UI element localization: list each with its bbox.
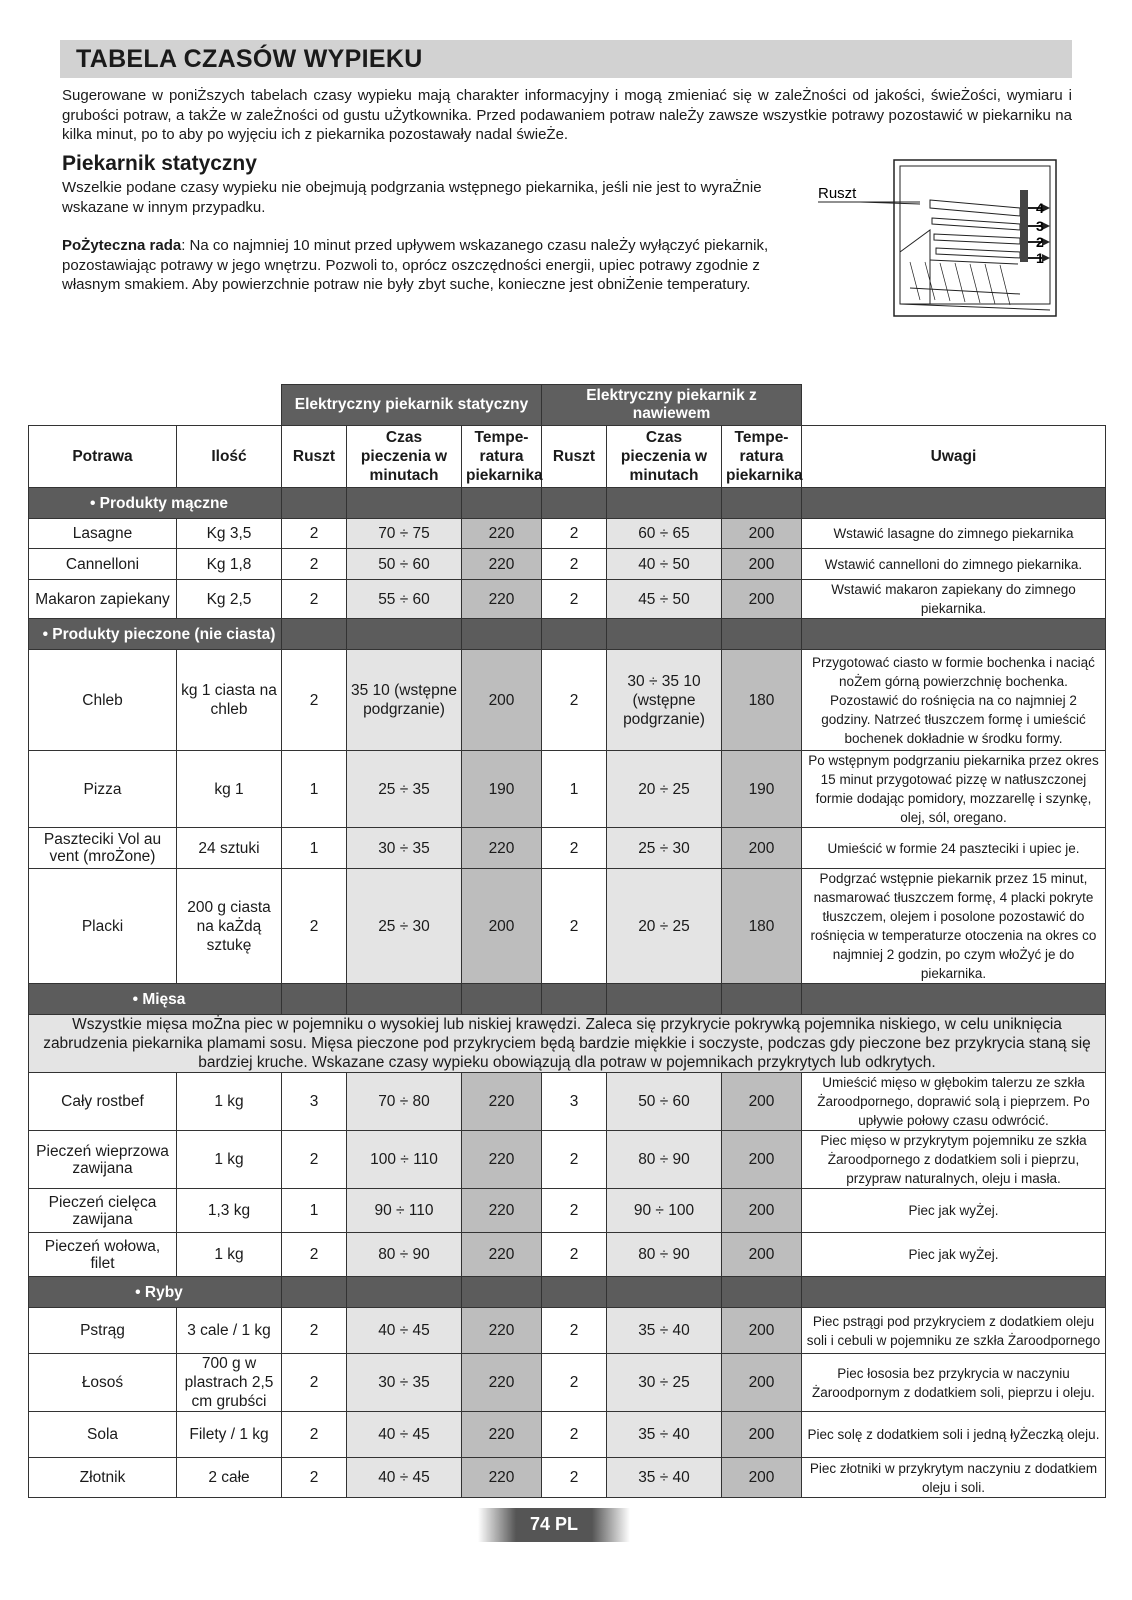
cell-time-static: 70 ÷ 75 — [347, 519, 462, 549]
table-row — [29, 869, 1106, 984]
cell-qty: Kg 1,8 — [177, 549, 282, 580]
shelf-level-2: 2 — [1036, 234, 1044, 250]
diagram-label: Ruszt — [818, 185, 857, 202]
cell-time-static: 55 ÷ 60 — [347, 580, 462, 619]
cell-shelf-fan: 2 — [542, 650, 607, 751]
cell-temp-static: 220 — [462, 1131, 542, 1189]
section-filler — [802, 488, 1106, 519]
cell-qty: 2 całe — [177, 1458, 282, 1498]
cell-notes: Piec łososia bez przykrycia w naczyniu Żaroodpornym z dodatkiem soli, pieprzu i oleju. — [802, 1354, 1106, 1412]
cell-shelf-static: 2 — [282, 1458, 347, 1498]
cell-dish: Lasagne — [29, 519, 177, 549]
section-filler — [802, 1277, 1106, 1308]
cell-dish: Pstrąg — [29, 1308, 177, 1354]
cell-shelf-fan: 2 — [542, 1233, 607, 1277]
section-header-row — [29, 1277, 1106, 1308]
cell-temp-static: 220 — [462, 1233, 542, 1277]
cell-temp-static: 220 — [462, 1412, 542, 1458]
cell-shelf-fan: 2 — [542, 1131, 607, 1189]
cell-shelf-fan: 2 — [542, 1308, 607, 1354]
cell-shelf-fan: 2 — [542, 1412, 607, 1458]
header-shelf-static: Ruszt — [282, 426, 347, 488]
cell-time-static: 40 ÷ 45 — [347, 1308, 462, 1354]
cell-shelf-fan: 2 — [542, 869, 607, 984]
cell-shelf-static: 2 — [282, 869, 347, 984]
cell-time-fan: 35 ÷ 40 — [607, 1308, 722, 1354]
cell-temp-static: 200 — [462, 869, 542, 984]
cell-temp-static: 220 — [462, 1458, 542, 1498]
cell-temp-static: 220 — [462, 580, 542, 619]
table-body — [29, 385, 1106, 1498]
cell-time-static: 35 10 (wstępne podgrzanie) — [347, 650, 462, 751]
table-row — [29, 1458, 1106, 1498]
section-filler — [462, 1277, 542, 1308]
section-header-row — [29, 984, 1106, 1015]
cell-time-static: 40 ÷ 45 — [347, 1458, 462, 1498]
cell-notes: Piec mięso w przykrytym pojemniku ze szkła Żaroodpornego z dodatkiem soli i pieprzu, przypraw naturalnych, oleju i masła. — [802, 1131, 1106, 1189]
cell-shelf-static: 3 — [282, 1073, 347, 1131]
section-filler — [542, 984, 607, 1015]
cell-notes: Po wstępnym podgrzaniu piekarnika przez okres 15 minut przygotować pizzę w natłuszczonej formie dodając pomidory, mozzarellę i szynkę, olej, sól, oregano. — [802, 751, 1106, 828]
section-filler — [347, 1277, 462, 1308]
cell-shelf-static: 2 — [282, 1131, 347, 1189]
cell-time-static: 100 ÷ 110 — [347, 1131, 462, 1189]
section-filler — [347, 984, 462, 1015]
cell-notes: Piec pstrągi pod przykryciem z dodatkiem oleju soli i cebuli w pojemniku ze szkła Żaroodpornego — [802, 1308, 1106, 1354]
table-row — [29, 1189, 1106, 1233]
table-row — [29, 828, 1106, 869]
cell-temp-fan: 200 — [722, 1233, 802, 1277]
section-filler — [722, 619, 802, 650]
cell-dish: Makaron zapiekany — [29, 580, 177, 619]
cell-notes: Umieścić w formie 24 paszteciki i upiec je. — [802, 828, 1106, 869]
cell-dish: Paszteciki Vol au vent (mroŻone) — [29, 828, 177, 869]
page-number-badge — [478, 1508, 630, 1542]
section-filler — [347, 488, 462, 519]
cell-notes: Wstawić lasagne do zimnego piekarnika — [802, 519, 1106, 549]
cell-temp-fan: 200 — [722, 828, 802, 869]
cell-time-fan: 20 ÷ 25 — [607, 751, 722, 828]
tip-paragraph — [62, 236, 778, 295]
table-row — [29, 1308, 1106, 1354]
cell-time-fan: 50 ÷ 60 — [607, 1073, 722, 1131]
cell-temp-static: 220 — [462, 1189, 542, 1233]
cell-temp-static: 190 — [462, 751, 542, 828]
cell-qty: 1,3 kg — [177, 1189, 282, 1233]
title-bar — [60, 40, 1072, 78]
cell-temp-static: 220 — [462, 519, 542, 549]
cell-qty: kg 1 — [177, 751, 282, 828]
cell-notes: Piec jak wyŻej. — [802, 1189, 1106, 1233]
tip-label: PoŻyteczna rada — [62, 237, 182, 254]
cell-dish: Złotnik — [29, 1458, 177, 1498]
header-notes: Uwagi — [802, 426, 1106, 488]
cell-temp-static: 220 — [462, 1354, 542, 1412]
section-filler — [542, 488, 607, 519]
cell-temp-fan: 200 — [722, 1189, 802, 1233]
section-filler — [282, 984, 347, 1015]
section-filler — [802, 619, 1106, 650]
cell-notes: Piec jak wyŻej. — [802, 1233, 1106, 1277]
cell-notes: Umieścić mięso w głębokim talerzu ze szkła Żaroodpornego, doprawić solą i pieprzem. Po upływie połowy czasu odwrócić. — [802, 1073, 1106, 1131]
section-filler — [542, 1277, 607, 1308]
section-filler — [607, 488, 722, 519]
header-temp-static: Tempe- ratura piekarnika — [462, 426, 542, 488]
cell-shelf-static: 1 — [282, 1189, 347, 1233]
cell-temp-fan: 190 — [722, 751, 802, 828]
cell-time-static: 40 ÷ 45 — [347, 1412, 462, 1458]
section-filler — [282, 488, 347, 519]
cell-time-fan: 20 ÷ 25 — [607, 869, 722, 984]
cell-dish: Chleb — [29, 650, 177, 751]
section-title: • Mięsa — [29, 984, 282, 1015]
cell-time-fan: 35 ÷ 40 — [607, 1458, 722, 1498]
cell-notes: Wstawić cannelloni do zimnego piekarnika. — [802, 549, 1106, 580]
cell-notes: Wstawić makaron zapiekany do zimnego piekarnika. — [802, 580, 1106, 619]
cell-time-static: 30 ÷ 35 — [347, 828, 462, 869]
cell-temp-static: 220 — [462, 1073, 542, 1131]
column-header-row — [29, 426, 1106, 488]
group-header-row — [29, 385, 1106, 426]
tip-text: : Na co najmniej 10 minut przed upływem wskazanego czasu naleŻy wyłączyć piekarnik, pozostawiając potrawy w jego wnętrzu. Pozwoli to, oprócz oszczędności energii, upiec potrawy zgodnie z własnym smakiem. Aby powierzchnie potraw nie były zbyt suche, konieczne jest obniŻenie temperatury. — [62, 237, 769, 293]
cell-dish: Pieczeń wieprzowa zawijana — [29, 1131, 177, 1189]
cell-dish: Cannelloni — [29, 549, 177, 580]
table-row — [29, 751, 1106, 828]
header-time-fan: Czas pieczenia w minutach — [607, 426, 722, 488]
cell-time-static: 70 ÷ 80 — [347, 1073, 462, 1131]
section-filler — [282, 1277, 347, 1308]
table-row — [29, 549, 1106, 580]
cell-time-fan: 90 ÷ 100 — [607, 1189, 722, 1233]
cell-shelf-static: 2 — [282, 549, 347, 580]
cell-qty: Filety / 1 kg — [177, 1412, 282, 1458]
header-temp-fan: Tempe- ratura piekarnika — [722, 426, 802, 488]
cell-qty: Kg 2,5 — [177, 580, 282, 619]
cell-temp-fan: 200 — [722, 1308, 802, 1354]
shelf-level-1: 1 — [1036, 250, 1044, 266]
page-title: TABELA CZASÓW WYPIEKU — [76, 45, 423, 73]
cell-qty: 700 g w plastrach 2,5 cm grubści — [177, 1354, 282, 1412]
cell-time-static: 30 ÷ 35 — [347, 1354, 462, 1412]
cell-notes: Piec solę z dodatkiem soli i jedną łyŻeczką oleju. — [802, 1412, 1106, 1458]
section-filler — [722, 488, 802, 519]
cell-temp-fan: 180 — [722, 869, 802, 984]
cell-qty: 1 kg — [177, 1131, 282, 1189]
cell-shelf-fan: 2 — [542, 549, 607, 580]
cell-dish: Placki — [29, 869, 177, 984]
table-row — [29, 650, 1106, 751]
section-filler — [607, 619, 722, 650]
section-filler — [347, 619, 462, 650]
table-row — [29, 1412, 1106, 1458]
cell-shelf-fan: 2 — [542, 1354, 607, 1412]
header-dish: Potrawa — [29, 426, 177, 488]
cell-shelf-static: 2 — [282, 1412, 347, 1458]
cell-time-fan: 80 ÷ 90 — [607, 1131, 722, 1189]
section-title: • Produkty mączne — [29, 488, 282, 519]
cell-shelf-fan: 2 — [542, 828, 607, 869]
cell-qty: 3 cale / 1 kg — [177, 1308, 282, 1354]
cell-shelf-static: 2 — [282, 650, 347, 751]
cell-temp-fan: 200 — [722, 1354, 802, 1412]
section-note: Wszystkie mięsa moŻna piec w pojemniku o wysokiej lub niskiej krawędzi. Zaleca się przykrycie pokrywką pojemnika niskiego, w celu uniknięcia zabrudzenia piekarnika plamami sosu. Mięsa pieczone pod przykryciem będą bardzie miękkie i soczyste, podczas gdy pieczone bez przykrycia staną się bardziej kruche. Wskazane czasy wypieku obowiązują dla potraw w pojemnikach przykrytych lub odkrytych. — [29, 1015, 1106, 1073]
cell-time-fan: 60 ÷ 65 — [607, 519, 722, 549]
cell-temp-static: 220 — [462, 1308, 542, 1354]
section-filler — [802, 984, 1106, 1015]
cell-notes: Podgrzać wstępnie piekarnik przez 15 minut, nasmarować tłuszczem formę, 4 placki pokryte tłuszczem, olejem i posolone pozostawić do rośnięcia w temperaturze otoczenia na okres co najmniej 2 godzin, po czym włoŻyć je do piekarnika. — [802, 869, 1106, 984]
cell-time-static: 25 ÷ 35 — [347, 751, 462, 828]
cell-shelf-fan: 2 — [542, 1189, 607, 1233]
table-row — [29, 519, 1106, 549]
cell-temp-fan: 200 — [722, 1131, 802, 1189]
section-filler — [462, 984, 542, 1015]
cell-shelf-fan: 3 — [542, 1073, 607, 1131]
static-oven-heading: Piekarnik statyczny — [62, 152, 257, 175]
cell-notes: Przygotować ciasto w formie bochenka i naciąć noŻem górną powierzchnię bochenka. Pozostawić do rośnięcia na co najmniej 2 godziny. Natrzeć tłuszczem formę i umieścić bochenek dokładnie w środku formy. — [802, 650, 1106, 751]
cell-shelf-static: 2 — [282, 1354, 347, 1412]
cell-shelf-static: 2 — [282, 580, 347, 619]
cell-shelf-static: 2 — [282, 519, 347, 549]
cell-qty: 24 sztuki — [177, 828, 282, 869]
oven-shelf-diagram — [818, 160, 1080, 328]
cell-shelf-static: 2 — [282, 1308, 347, 1354]
header-qty: Ilość — [177, 426, 282, 488]
cell-shelf-fan: 2 — [542, 580, 607, 619]
cell-qty: kg 1 ciasta na chleb — [177, 650, 282, 751]
baking-times-table — [28, 384, 1106, 1498]
cell-shelf-fan: 2 — [542, 1458, 607, 1498]
section-note-row — [29, 1015, 1106, 1073]
section-filler — [462, 488, 542, 519]
cell-time-static: 90 ÷ 110 — [347, 1189, 462, 1233]
cell-dish: Sola — [29, 1412, 177, 1458]
cell-dish: Łosoś — [29, 1354, 177, 1412]
section-header-row — [29, 619, 1106, 650]
cell-shelf-static: 2 — [282, 1233, 347, 1277]
cell-temp-fan: 200 — [722, 1412, 802, 1458]
table-row — [29, 1073, 1106, 1131]
cell-dish: Cały rostbef — [29, 1073, 177, 1131]
section-header-row — [29, 488, 1106, 519]
table-row — [29, 1233, 1106, 1277]
cell-temp-fan: 200 — [722, 1073, 802, 1131]
cell-time-static: 25 ÷ 30 — [347, 869, 462, 984]
section-filler — [722, 1277, 802, 1308]
cell-time-fan: 25 ÷ 30 — [607, 828, 722, 869]
header-time-static: Czas pieczenia w minutach — [347, 426, 462, 488]
static-oven-text: Wszelkie podane czasy wypieku nie obejmują podgrzania wstępnego piekarnika, jeśli nie jest to wyraŻnie wskazane w innym przypadku. — [62, 179, 762, 216]
cell-temp-fan: 200 — [722, 1458, 802, 1498]
cell-temp-fan: 200 — [722, 580, 802, 619]
group-fan: Elektryczny piekarnik z nawiewem — [542, 385, 802, 426]
section-filler — [542, 619, 607, 650]
cell-time-fan: 40 ÷ 50 — [607, 549, 722, 580]
cell-qty: 200 g ciasta na kaŻdą sztukę — [177, 869, 282, 984]
section-title: • Produkty pieczone (nie ciasta) — [29, 619, 282, 650]
cell-time-fan: 80 ÷ 90 — [607, 1233, 722, 1277]
cell-time-fan: 30 ÷ 35 10 (wstępne podgrzanie) — [607, 650, 722, 751]
cell-qty: 1 kg — [177, 1073, 282, 1131]
cell-temp-fan: 200 — [722, 549, 802, 580]
cell-qty: Kg 3,5 — [177, 519, 282, 549]
group-static: Elektryczny piekarnik statyczny — [282, 385, 542, 426]
cell-time-fan: 45 ÷ 50 — [607, 580, 722, 619]
cell-shelf-fan: 1 — [542, 751, 607, 828]
cell-time-static: 50 ÷ 60 — [347, 549, 462, 580]
cell-temp-static: 200 — [462, 650, 542, 751]
cell-temp-fan: 200 — [722, 519, 802, 549]
section-filler — [722, 984, 802, 1015]
section-title: • Ryby — [29, 1277, 282, 1308]
table-row — [29, 580, 1106, 619]
cell-shelf-fan: 2 — [542, 519, 607, 549]
page-number: 74 PL — [529, 1514, 579, 1534]
header-shelf-fan: Ruszt — [542, 426, 607, 488]
cell-dish: Pieczeń cielęca zawijana — [29, 1189, 177, 1233]
cell-shelf-static: 1 — [282, 751, 347, 828]
intro-paragraph: Sugerowane w poniŻszych tabelach czasy wypieku mają charakter informacyjny i mogą zmieniać się w zaleŻności od jakości, świeŻości, wymiaru i grubości potraw, a takŻe w zaleŻności od gustu uŻytkownika. Przed podawaniem potraw naleŻy zawsze wszystkie potrawy pozostawić w piekarniku na kilka minut, po to aby po wyjęciu ich z piekarnika pozostawały nadal świeŻe. — [62, 87, 1072, 143]
cell-temp-fan: 180 — [722, 650, 802, 751]
section-filler — [282, 619, 347, 650]
section-filler — [607, 1277, 722, 1308]
cell-dish: Pizza — [29, 751, 177, 828]
section-filler — [607, 984, 722, 1015]
cell-notes: Piec złotniki w przykrytym naczyniu z dodatkiem oleju i soli. — [802, 1458, 1106, 1498]
cell-qty: 1 kg — [177, 1233, 282, 1277]
cell-time-fan: 35 ÷ 40 — [607, 1412, 722, 1458]
shelf-level-3: 3 — [1036, 218, 1044, 234]
shelf-level-4: 4 — [1036, 200, 1044, 216]
table-row — [29, 1131, 1106, 1189]
cell-time-static: 80 ÷ 90 — [347, 1233, 462, 1277]
cell-temp-static: 220 — [462, 828, 542, 869]
cell-time-fan: 30 ÷ 25 — [607, 1354, 722, 1412]
cell-temp-static: 220 — [462, 549, 542, 580]
cell-dish: Pieczeń wołowa, filet — [29, 1233, 177, 1277]
table-row — [29, 1354, 1106, 1412]
section-filler — [462, 619, 542, 650]
cell-shelf-static: 1 — [282, 828, 347, 869]
